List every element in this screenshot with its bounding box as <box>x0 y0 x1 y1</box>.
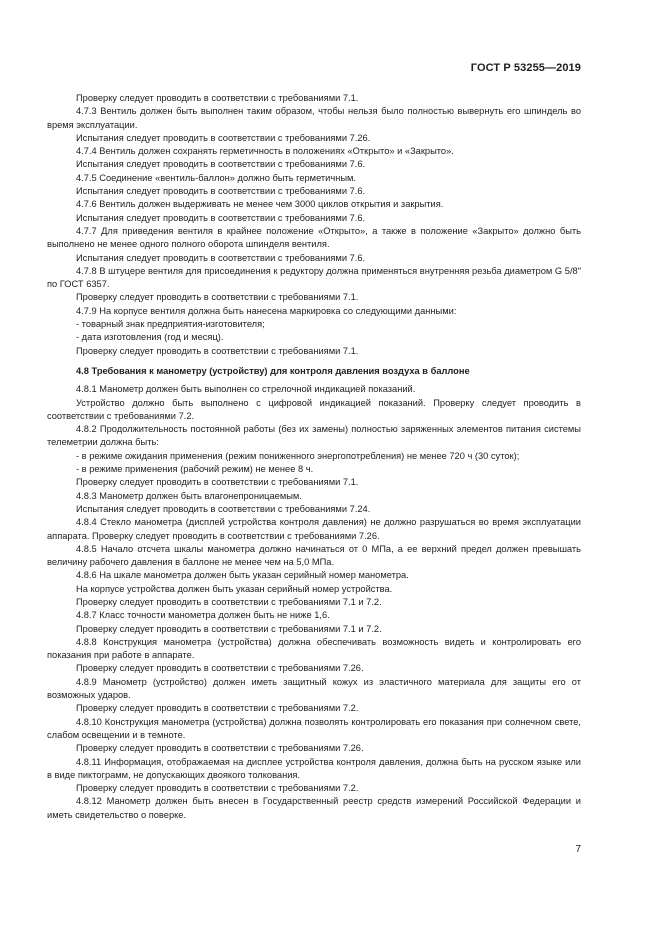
paragraph: Проверку следует проводить в соответствии с требованиями 7.26. <box>76 743 364 754</box>
list-item: - в режиме ожидания применения (режим пониженного энергопотребления) не менее 720 ч (30 суток); <box>76 450 520 461</box>
standard-number: ГОСТ Р 53255—2019 <box>470 62 581 74</box>
paragraph: Проверку следует проводить в соответствии с требованиями 7.2. <box>76 783 359 794</box>
document-body <box>47 92 581 822</box>
paragraph: Испытания следует проводить в соответствии с требованиями 7.6. <box>76 159 366 170</box>
list-item: - товарный знак предприятия-изготовителя; <box>76 319 265 330</box>
paragraph: Проверку следует проводить в соответствии с требованиями 7.1. <box>76 292 359 303</box>
paragraph: Испытания следует проводить в соответствии с требованиями 7.6. <box>76 212 366 223</box>
clause-4-8-10: 4.8.10 Конструкция манометра (устройства) должна позволять контролировать его показания при солнечном свете, слабом освещении и в темноте. <box>47 716 581 740</box>
paragraph: Испытания следует проводить в соответствии с требованиями 7.6. <box>76 252 366 263</box>
clause-4-7-7: 4.7.7 Для приведения вентиля в крайнее положение «Открыто», а также в положение «Закрыто» должно быть выполнено не менее одного полного оборота шпинделя вентиля. <box>47 225 581 250</box>
clause-4-8-1: 4.8.1 Манометр должен быть выполнен со стрелочной индикацией показаний. <box>76 384 416 395</box>
clause-4-8-9: 4.8.9 Манометр (устройство) должен иметь защитный кожух из эластичного материала для защиты его от возможных ударов. <box>47 676 581 701</box>
paragraph: На корпусе устройства должен быть указан серийный номер устройства. <box>76 583 393 594</box>
paragraph: Проверку следует проводить в соответствии с требованиями 7.1 и 7.2. <box>76 596 382 607</box>
section-heading-4-8: 4.8 Требования к манометру (устройству) для контроля давления воздуха в баллоне <box>76 365 470 376</box>
paragraph: Устройство должно быть выполнено с цифровой индикацией показаний. Проверку следует проводить в соответствии с требованиями 7.2. <box>47 397 581 421</box>
clause-4-8-8: 4.8.8 Конструкция манометра (устройства) должна обеспечивать возможность видеть и контролировать его показания при работе в аппарате. <box>47 636 581 661</box>
paragraph: Проверку следует проводить в соответствии с требованиями 7.1 и 7.2. <box>76 623 382 634</box>
paragraph: Испытания следует проводить в соответствии с требованиями 7.24. <box>76 503 371 514</box>
paragraph: Испытания следует проводить в соответствии с требованиями 7.6. <box>76 186 366 197</box>
clause-4-8-5: 4.8.5 Начало отсчета шкалы манометра должно начинаться от 0 МПа, а ее верхний предел должен превышать величину рабочего давления в баллоне не менее чем на 5,0 МПа. <box>47 543 581 568</box>
clause-4-7-5: 4.7.5 Соединение «вентиль-баллон» должно быть герметичным. <box>76 172 357 183</box>
clause-4-7-4: 4.7.4 Вентиль должен сохранять герметичность в положениях «Открыто» и «Закрыто». <box>76 146 454 157</box>
clause-4-8-7: 4.8.7 Класс точности манометра должен быть не ниже 1,6. <box>76 610 330 621</box>
paragraph: Проверку следует проводить в соответствии с требованиями 7.26. <box>76 663 364 674</box>
paragraph: Испытания следует проводить в соответствии с требованиями 7.26. <box>76 132 371 143</box>
clause-4-7-6: 4.7.6 Вентиль должен выдерживать не менее чем 3000 циклов открытия и закрытия. <box>76 199 444 210</box>
clause-4-8-4: 4.8.4 Стекло манометра (дисплей устройства контроля давления) не должно разрушаться во время эксплуатации аппарата. Проверку следует проводить в соответствии с требованиями 7.26. <box>47 517 581 541</box>
clause-4-7-9: 4.7.9 На корпусе вентиля должна быть нанесена маркировка со следующими данными: <box>76 305 457 316</box>
paragraph: Проверку следует проводить в соответствии с требованиями 7.1. <box>76 93 359 103</box>
clause-4-8-6: 4.8.6 На шкале манометра должен быть указан серийный номер манометра. <box>76 570 409 581</box>
page-number: 7 <box>575 844 581 855</box>
paragraph: Проверку следует проводить в соответствии с требованиями 7.1. <box>76 477 359 488</box>
document-header <box>471 62 581 74</box>
paragraph: Проверку следует проводить в соответствии с требованиями 7.1. <box>76 345 359 356</box>
clause-4-8-12: 4.8.12 Манометр должен быть внесен в Государственный реестр средств измерений Российской Федерации и иметь свидетельство о поверке. <box>47 796 581 820</box>
clause-4-8-2: 4.8.2 Продолжительность постоянной работы (без их замены) полностью заряженных элементов питания системы телеметрии должна быть: <box>47 424 581 448</box>
clause-4-7-3: 4.7.3 Вентиль должен быть выполнен таким образом, чтобы нельзя было полностью вывернуть его шпиндель во время эксплуатации. <box>47 106 581 130</box>
list-item: - в режиме применения (рабочий режим) не менее 8 ч. <box>76 464 314 475</box>
list-item: - дата изготовления (год и месяц). <box>76 332 224 343</box>
paragraph: Проверку следует проводить в соответствии с требованиями 7.2. <box>76 703 359 714</box>
clause-4-7-8: 4.7.8 В штуцере вентиля для присоединения к редуктору должна применяться внутренняя резьба диаметром G 5/8″ по ГОСТ 6357. <box>47 265 581 290</box>
clause-4-8-11: 4.8.11 Информация, отображаемая на дисплее устройства контроля давления, должна быть на русском языке или в виде пиктограмм, не допускающих двоякого толкования. <box>47 756 581 780</box>
clause-4-8-3: 4.8.3 Манометр должен быть влагонепроницаемым. <box>76 490 302 501</box>
